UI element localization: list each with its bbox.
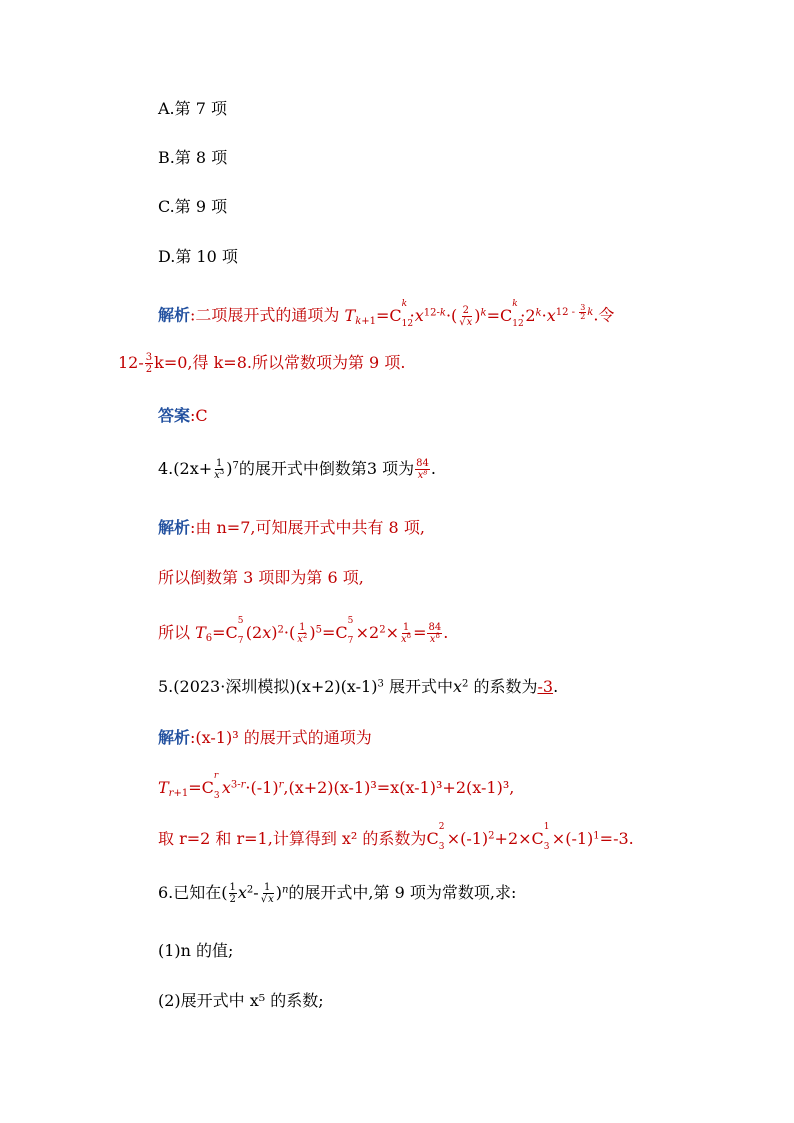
q5-analysis-text-2: ,(x+2)(x-1)³=x(x-1)³+2(x-1)³, [283,778,515,797]
q6-part2: (2)展开式中 x⁵ 的系数; [158,991,324,1010]
q3-equation: 12- $\frac{3}{2}$ [118,352,153,375]
q5-stem-mid2: 的系数为 [473,677,538,696]
q5-analysis-line1 [158,727,372,749]
q4-answer-den: x⁸ [417,470,428,481]
q5-analysis-line3 [158,822,634,852]
q6-part1: (1)n 的值; [158,941,234,960]
q4-analysis-text-1: :由 n=7,可知展开式中共有 8 项, [190,518,425,537]
q4-answer [415,458,430,481]
q6-stem: 6.已知在( $\frac{1}{2}$ $x^2-$ $\frac{1}{√x}$ )$^n$的展开式中,第 9 项为常数项,求: [158,882,517,905]
q4-stem-prefix: 4.(2x+ [158,459,213,478]
option-b: B.第 8 项 [158,148,228,167]
q3-analysis-text-2: .令 [593,305,615,325]
analysis-label: 解析 [158,728,191,747]
q4-analysis-line3 [158,616,449,646]
q4-stem-suffix: 的展开式中倒数第3 项为 [238,459,415,478]
q5-coefficient-formula: C 2 3 $\times(-1)^2+2\times C$ 1 3 $\times(-1)^1$ [426,822,600,852]
q5-analysis-text-3: 取 r=2 和 r=1,计算得到 x² 的系数为 [158,829,427,848]
answer-value: :C [190,406,208,425]
q5-term-formula: $T_{r+1}=C$ r 3 $x^{3-r}\cdot(-1)^r$ [158,771,284,801]
q5-analysis-text-1: :(x-1)³ 的展开式的通项为 [190,728,372,747]
q4-analysis-line2: 所以倒数第 3 项即为第 6 项, [158,568,364,587]
q5-stem: 5.(2023·深圳模拟)$(x+2)(x-1)^3$ 展开式中$x^2$ 的系数为-3. [158,677,559,696]
q5-result: =-3. [599,829,634,848]
analysis-label: 解析 [158,305,191,325]
q3-answer [158,405,208,427]
q5-analysis-line2 [158,771,515,801]
q5-stem-mid: 展开式中 [388,677,453,696]
option-d: D.第 10 项 [158,247,238,266]
q4-answer-num: 84 [416,458,429,469]
q4-analysis-line1 [158,517,425,539]
q4-analysis-prefix: 所以 [158,623,196,642]
q3-analysis-line2 [118,352,405,375]
q5-answer: -3 [537,677,554,696]
q3-analysis-line1 [158,298,615,329]
analysis-label: 解析 [158,518,191,537]
q3-analysis-text: :二项展开式的通项为 [190,305,340,325]
q5-stem-prefix: 5.(2023·深圳模拟)(x+2)(x-1) [158,677,378,696]
answer-label: 答案 [158,406,191,425]
q3-conclusion: k=0,得 k=8.所以常数项为第 9 项. [154,353,406,372]
option-c: C.第 9 项 [158,197,228,216]
q3-general-term-formula: $T_{k+1}=C$ k 12 $\cdot x^{12-k}\cdot$( $\frac{2}{√x}$ )$^k$=C k 12 $\cdot 2^k\cdot x^{12 - \frac{3}{2} k}$ [344,298,594,329]
option-a: A.第 7 项 [158,99,227,118]
q6-stem-suffix: 的展开式中,第 9 项为常数项,求: [288,883,517,902]
q6-stem-prefix: 6.已知在( [158,883,228,902]
q4-stem: 4.(2x+ $\frac{1}{x^3}$ )$^7$的展开式中倒数第3 项为 $\frac{84}{\text{x⁸}}$ . [158,458,436,481]
q4-term-formula: $T_6=C$ 5 7 $(2x)^2\cdot$( $\frac{1}{x^2}$ )$^5$=C 5 7 $\times 2^2\times$ $\frac{1}{x^8}$ = $\frac{84}{x^8}$ . [195,616,449,646]
